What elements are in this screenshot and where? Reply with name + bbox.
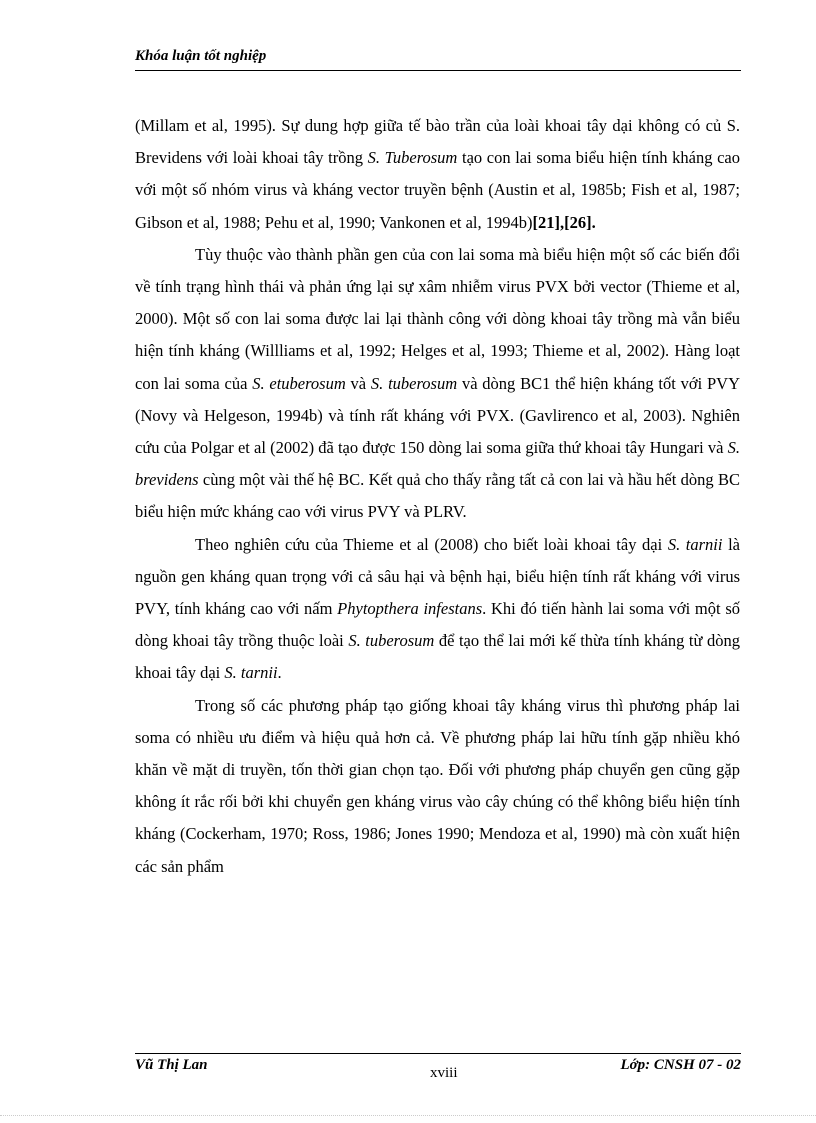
italic-species: S. tarnii bbox=[224, 663, 278, 683]
footer-divider bbox=[135, 1053, 741, 1054]
text-run: Tùy thuộc vào thành phần gen của con lai soma mà biểu hiện một số các biến đổi về tính trạng hình thái và phản ứng lại sự xâm nhiễm virus PVX bởi vector (Thieme et al, 2000). Một số con lai soma được lai lại thành công với dòng khoai tây trồng mà vẫn biểu hiện tính kháng (Willliams et al, 1992; Helges et al, 1993; Thieme et al, 2002). Hàng loạt con lai soma của bbox=[135, 244, 740, 393]
text-run: là nguồn gen kháng quan trọng với cả sâu hại và bệnh hại, biểu hiện tính rất kháng với virus PVY, tính kháng cao với nấm bbox=[135, 534, 740, 619]
header-divider bbox=[135, 70, 741, 71]
paragraph-2 bbox=[135, 239, 740, 529]
text-run: . Khi đó tiến hành lai soma với một số dòng khoai tây trồng thuộc loài bbox=[135, 599, 740, 651]
page-header-title: Khóa luận tốt nghiệp bbox=[135, 48, 267, 64]
text-run: . bbox=[277, 663, 282, 683]
document-body bbox=[135, 110, 740, 883]
paragraph-4: Trong số các phương pháp tạo giống khoai tây kháng virus thì phương pháp lai soma có nhiều ưu điểm và hiệu quả hơn cả. Về phương pháp lai hữu tính gặp nhiều khó khăn về mặt di truyền, tốn thời gian chọn tạo. Đối với phương pháp chuyển gen cũng gặp không ít rắc rối bởi khi chuyển gen kháng virus vào cây chúng có thể không biểu hiện tính kháng (Cockerham, 1970; Ross, 1986; Jones 1990; Mendoza et al, 1990) mà còn xuất hiện các sản phẩm bbox=[135, 695, 740, 876]
text-run: để tạo thể lai mới kế thừa tính kháng từ dòng khoai tây dại bbox=[135, 631, 741, 683]
paragraph-1 bbox=[135, 110, 740, 239]
italic-species: Phytopthera infestans bbox=[337, 599, 483, 619]
italic-species: S. etuberosum bbox=[252, 373, 346, 393]
italic-species: S. tarnii bbox=[667, 534, 723, 554]
text-run: tạo con lai soma biểu hiện tính kháng cao với một số nhóm virus và kháng vector truyền bệnh (Austin et al, 1985b; Fish et al, 1987; Gibson et al, 1988; Pehu et al, 1990; Vankonen et al, 1994b) bbox=[135, 148, 740, 232]
text-run: cùng một vài thế hệ BC. Kết quả cho thấy rằng tất cả con lai và hầu hết dòng BC biểu hiện mức kháng cao với virus PVY và PLRV. bbox=[135, 470, 740, 522]
paragraph-3 bbox=[135, 529, 740, 690]
italic-species: S. Tuberosum bbox=[367, 148, 458, 168]
italic-species: S. tuberosum bbox=[370, 373, 458, 393]
page-number: xviii bbox=[430, 1065, 458, 1081]
text-run: và dòng BC1 thể hiện kháng tốt với PVY (Novy và Helgeson, 1994b) và tính rất kháng với PVX. (Gavlirenco et al, 2003). Nghiên cứu của Polgar et al (2002) đã tạo được 150 dòng lai soma giữa thứ khoai tây Hungari và bbox=[135, 373, 740, 458]
italic-species: S. brevidens bbox=[135, 438, 740, 490]
footer-author: Vũ Thị Lan bbox=[135, 1057, 208, 1073]
citation-refs: [21],[26]. bbox=[532, 212, 596, 232]
italic-species: S. tuberosum bbox=[348, 631, 435, 651]
page-edge bbox=[0, 1115, 816, 1116]
text-run: và bbox=[345, 373, 371, 393]
text-run: Theo nghiên cứu của Thieme et al (2008) cho biết loài khoai tây dại bbox=[195, 534, 668, 554]
text-run: (Millam et al, 1995). Sự dung hợp giữa tế bào trần của loài khoai tây dại không có củ S. Brevidens với loài khoai tây trồng bbox=[135, 116, 740, 168]
footer-class: Lớp: CNSH 07 - 02 bbox=[620, 1057, 741, 1073]
